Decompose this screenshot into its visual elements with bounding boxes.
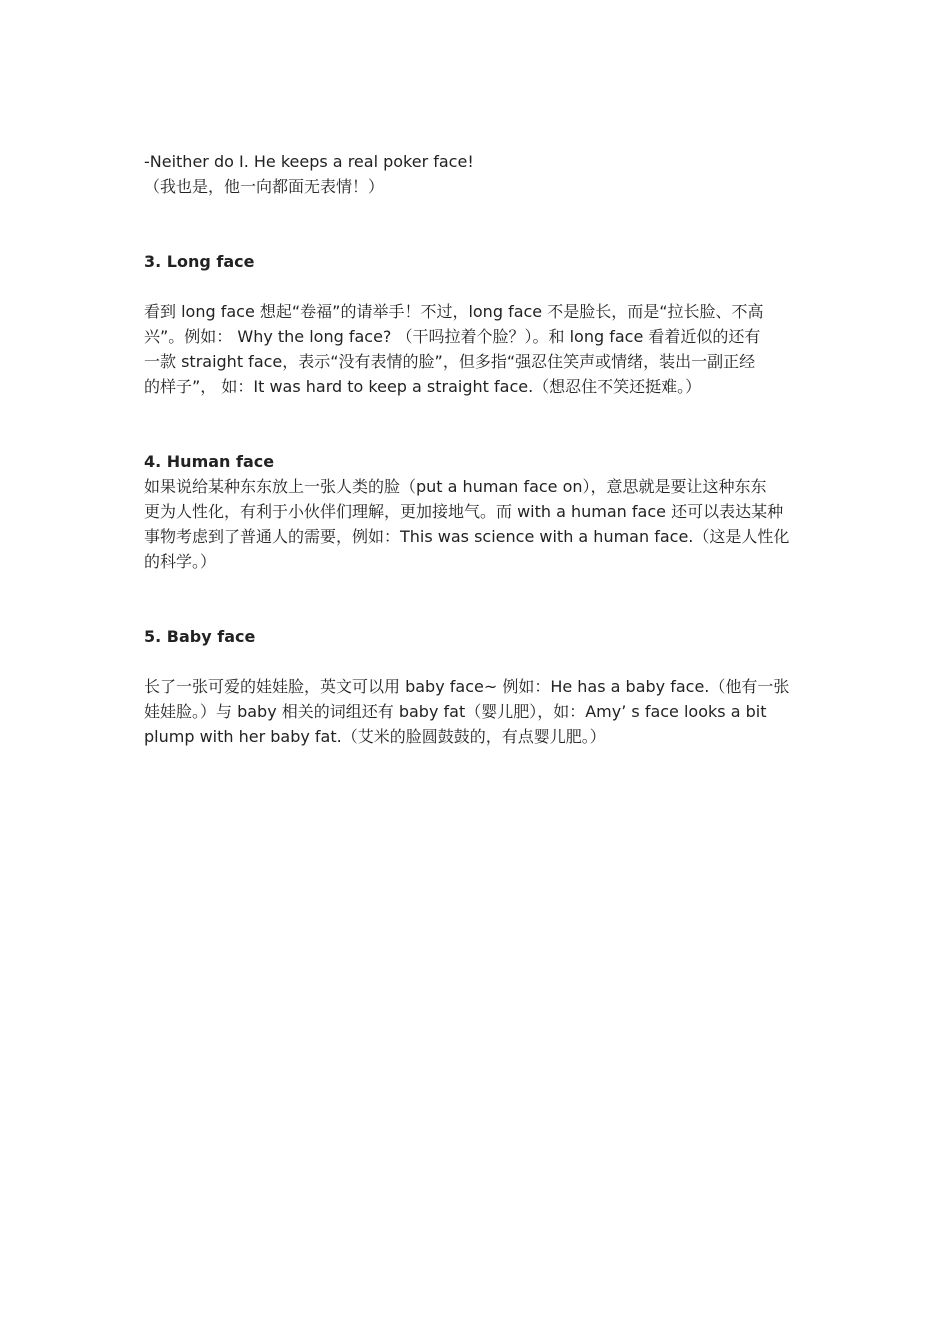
spacer bbox=[144, 199, 808, 249]
document-body bbox=[144, 149, 808, 749]
section-heading-baby-face: 5. Baby face bbox=[144, 627, 256, 646]
spacer bbox=[144, 574, 808, 624]
paragraph-line: 长了一张可爱的娃娃脸，英文可以用 baby face~ 例如：He has a baby face.（他有一张 bbox=[144, 677, 790, 696]
spacer bbox=[144, 649, 808, 674]
paragraph-line: 一款 straight face，表示“没有表情的脸”，但多指“强忍住笑声或情绪，装出一副正经 bbox=[144, 352, 756, 371]
intro-chinese-line: （我也是，他一向都面无表情！） bbox=[144, 177, 385, 196]
paragraph-line: 事物考虑到了普通人的需要，例如：This was science with a human face.（这是人性化 bbox=[144, 527, 790, 546]
paragraph-line: 娃娃脸。）与 baby 相关的词组还有 baby fat（婴儿肥），如：Amy’ s face looks a bit bbox=[144, 702, 767, 721]
paragraph-line: plump with her baby fat.（艾米的脸圆鼓鼓的，有点婴儿肥。） bbox=[144, 727, 606, 746]
section-heading-human-face: 4. Human face bbox=[144, 452, 275, 471]
paragraph-line: 兴”。例如： Why the long face? （干吗拉着个脸？）。和 long face 看着近似的还有 bbox=[144, 327, 761, 346]
paragraph-line: 的样子”， 如：It was hard to keep a straight face.（想忍住不笑还挺难。） bbox=[144, 377, 702, 396]
spacer bbox=[144, 399, 808, 449]
paragraph-line: 更为人性化，有利于小伙伴们理解，更加接地气。而 with a human face 还可以表达某种 bbox=[144, 502, 784, 521]
section-paragraph-baby-face bbox=[144, 674, 808, 749]
section-paragraph-human-face bbox=[144, 474, 808, 574]
paragraph-line: 如果说给某种东东放上一张人类的脸（put a human face on），意思就是要让这种东东 bbox=[144, 477, 767, 496]
paragraph-line: 的科学。） bbox=[144, 552, 217, 571]
intro-english-line: -Neither do I. He keeps a real poker face! bbox=[144, 152, 474, 171]
paragraph-line: 看到 long face 想起“卷福”的请举手！不过，long face 不是脸长，而是“拉长脸、不高 bbox=[144, 302, 764, 321]
section-paragraph-long-face bbox=[144, 299, 808, 399]
section-heading-long-face: 3. Long face bbox=[144, 252, 255, 271]
spacer bbox=[144, 274, 808, 299]
